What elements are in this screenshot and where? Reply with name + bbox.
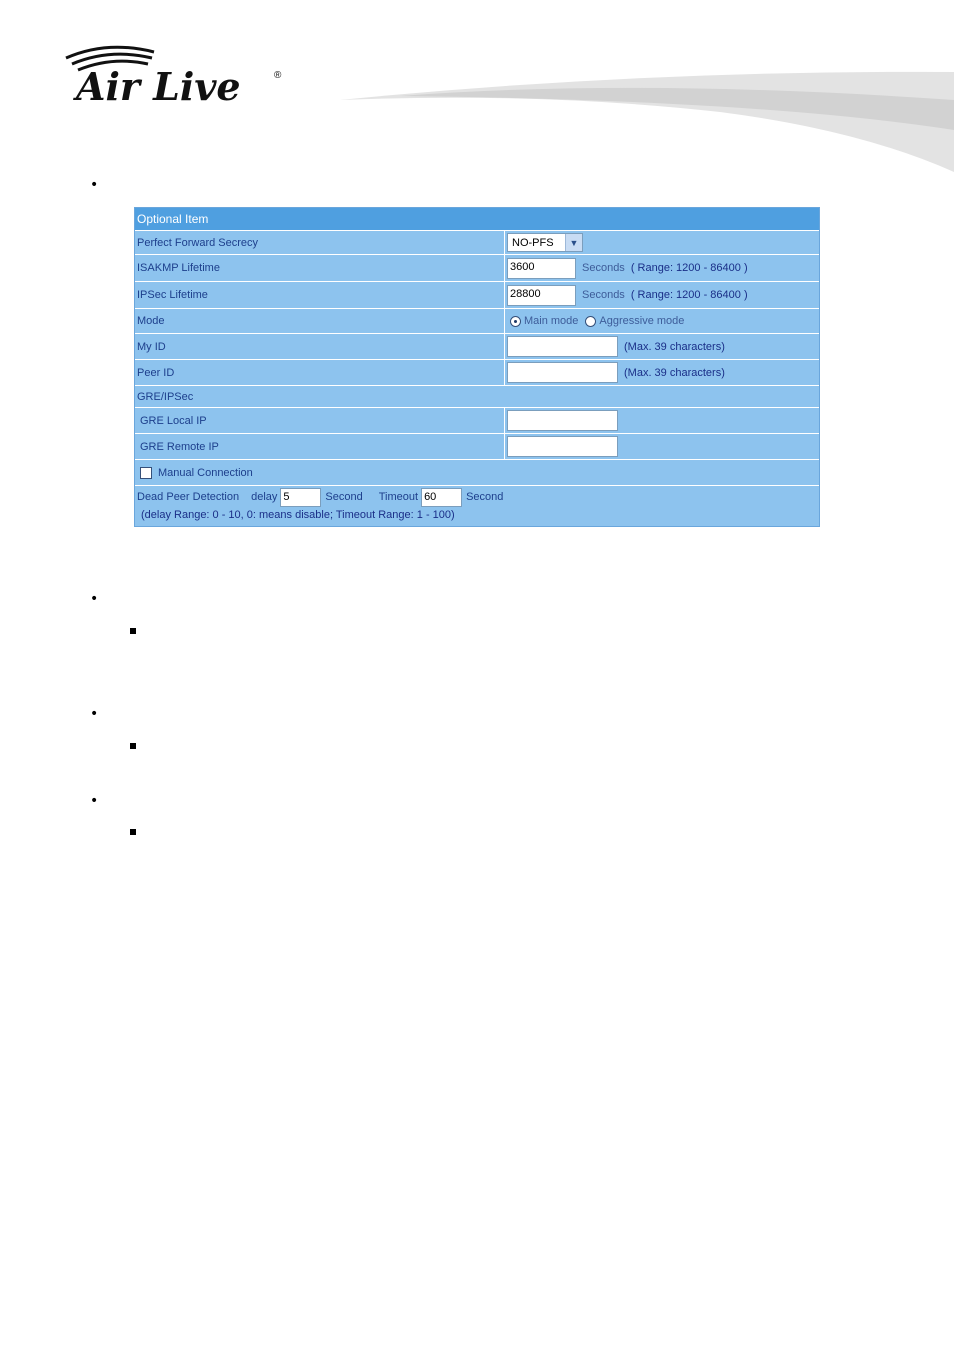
pfs-selected-value: NO-PFS: [512, 236, 554, 249]
dpd-timeout-unit: Second: [466, 491, 504, 503]
square-bullet: [130, 829, 136, 835]
main-mode-label: Main mode: [524, 315, 579, 327]
manual-connection-checkbox[interactable]: [140, 467, 152, 479]
ipsec-row: [135, 282, 819, 309]
ipsec-unit: Seconds: [582, 289, 625, 301]
dpd-delay-label: delay: [251, 491, 278, 503]
panel-header: Optional Item: [135, 208, 819, 231]
bullet-dot: •: [90, 793, 99, 809]
gre-local-row: [135, 408, 819, 434]
my-id-input[interactable]: [507, 336, 618, 357]
isakmp-range: ( Range: 1200 - 86400 ): [630, 262, 748, 274]
bullet-dot: •: [90, 177, 99, 193]
my-id-label: My ID: [135, 334, 505, 359]
dpd-delay-unit: Second: [325, 491, 363, 503]
dpd-range-note: (delay Range: 0 - 10, 0: means disable; Timeout Range: 1 - 100): [141, 509, 455, 521]
my-id-row: [135, 334, 819, 360]
optional-item-panel: [134, 207, 820, 527]
dpd-timeout-label: Timeout: [378, 491, 419, 503]
isakmp-unit: Seconds: [582, 262, 625, 274]
mode-label: Mode: [135, 309, 505, 333]
dpd-delay-input[interactable]: 5: [280, 488, 321, 507]
dpd-row: [135, 486, 819, 526]
bullet-dot: •: [90, 706, 99, 722]
gre-ipsec-row: [135, 386, 819, 408]
dpd-label: Dead Peer Detection: [137, 491, 240, 503]
pfs-label: Perfect Forward Secrecy: [135, 231, 505, 254]
gre-remote-row: [135, 434, 819, 460]
mode-row: [135, 309, 819, 334]
peer-id-input[interactable]: [507, 362, 618, 383]
airlive-logo: [62, 42, 292, 108]
registered-mark: ®: [274, 70, 282, 81]
ipsec-range: ( Range: 1200 - 86400 ): [630, 289, 748, 301]
bullet-dot: •: [90, 591, 99, 607]
peer-id-hint: (Max. 39 characters): [624, 366, 725, 379]
gre-local-ip-input[interactable]: [507, 410, 618, 431]
ipsec-lifetime-input[interactable]: 28800: [507, 285, 576, 306]
aggressive-mode-label: Aggressive mode: [599, 315, 685, 327]
gre-remote-label: GRE Remote IP: [135, 434, 505, 459]
gre-local-label: GRE Local IP: [135, 408, 505, 433]
gre-remote-ip-input[interactable]: [507, 436, 618, 457]
square-bullet: [130, 628, 136, 634]
pfs-row: [135, 231, 819, 255]
pfs-select[interactable]: [507, 233, 583, 252]
peer-id-row: [135, 360, 819, 386]
ipsec-label: IPSec Lifetime: [135, 282, 505, 308]
isakmp-row: [135, 255, 819, 282]
peer-id-label: Peer ID: [135, 360, 505, 385]
my-id-hint: (Max. 39 characters): [624, 340, 725, 353]
isakmp-label: ISAKMP Lifetime: [135, 255, 505, 281]
chevron-down-icon: ▼: [565, 234, 582, 251]
main-mode-radio[interactable]: [510, 316, 521, 327]
dpd-timeout-input[interactable]: 60: [421, 488, 462, 507]
logo-text: Air Live: [76, 64, 241, 108]
manual-connection-label: Manual Connection: [158, 466, 253, 479]
aggressive-mode-radio[interactable]: [585, 316, 596, 327]
square-bullet: [130, 743, 136, 749]
header-swoosh-decoration: [340, 60, 954, 180]
gre-ipsec-label: GRE/IPSec: [137, 390, 194, 403]
manual-connection-row: [135, 460, 819, 486]
isakmp-lifetime-input[interactable]: 3600: [507, 258, 576, 279]
